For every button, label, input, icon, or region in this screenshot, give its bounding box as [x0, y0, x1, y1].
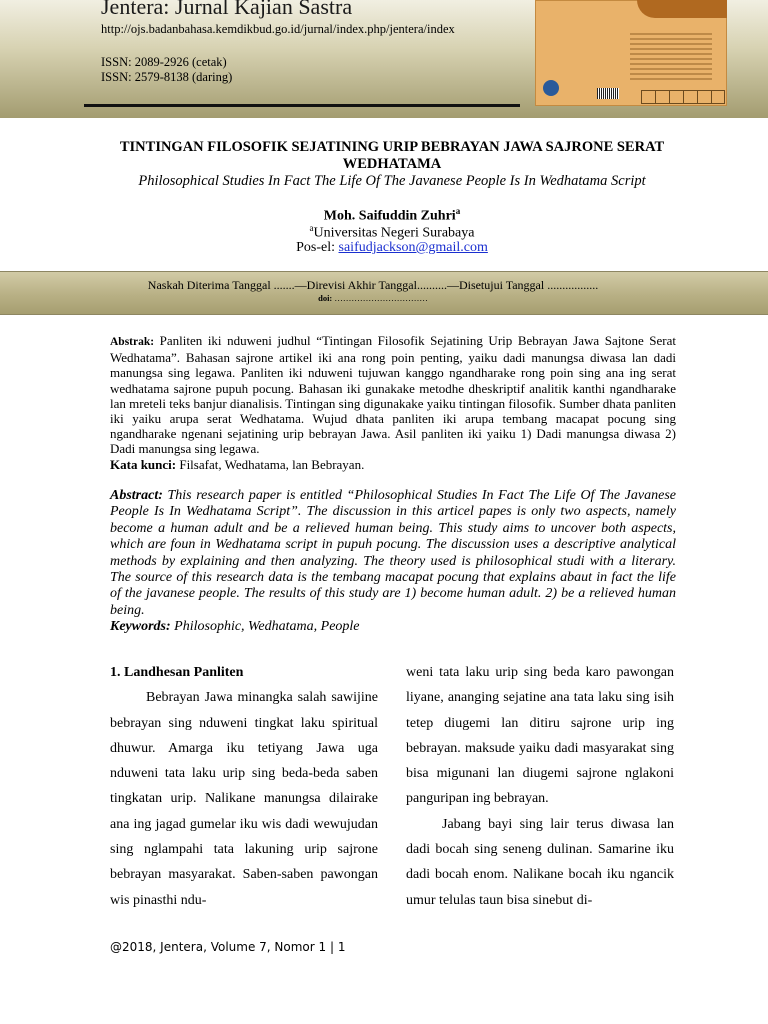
cover-banner	[637, 0, 727, 18]
header-divider	[84, 104, 520, 107]
abstract-label: Abstrak:	[110, 336, 155, 348]
submission-dates: Naskah Diterima Tanggal .......—Direvisi Akhir Tanggal..........—Disetujui Tanggal .................	[147, 278, 599, 292]
cover-barcode-icon	[597, 88, 619, 99]
keywords-text: Filsafat, Wedhatama, lan Bebrayan.	[176, 456, 365, 472]
body-paragraph: Bebrayan Jawa minangka salah sawijine bebrayan sing nduweni tingkat laku spiritual dhuwur. Amarga iku tetiyang Jawa uga nduweni tata laku urip sing beda-beda saben tingkatan urip. Nalikane manungsa dilairake ana ing jagad gumelar iku wis dadi wewujudan sing nglampahi tata lakuning urip sajrone bebrayan masyarakat. Saben-saben pawongan wis pinasthi ndu-	[110, 690, 378, 908]
keywords-label: Kata kunci:	[110, 456, 177, 472]
journal-header	[0, 0, 768, 118]
keywords-label-english: Keywords:	[110, 619, 171, 635]
journal-title: Jentera: Jurnal Kajian Sastra	[101, 0, 353, 19]
abstract-text: Panliten iki nduweni judhul “Tintingan Filosofik Sejatining Urip Bebrayan Jawa Sajtone Serat Wedhatama”. Bahasan sajrone artikel iki ana rong poin penting, yaiku dadi manungsa diwasa lan dadi manungsa sing legawa. Panliten iki nduweni tujuwan kanggo ngandharake rong poin sing ana ing serat wedhatama sajrone pupuh pocung. Bahasan iki gunakake metodhe dheskriptif analitik kanthi ngandharake lan mreteli teks banjur dianalisis. Tintingan sing digunakake yaiku tintingan filosofik. Sumber dhata panliten iki yaiku arupa serat Wedhatama. Wujud dhata panliten iki arupa tembang macapat pocung sing ngandharake ngenani sejatining urip bebrayan Jawa. Asil panliten iki yaiku 1) Dadi manungsa diwasa 2) Dadi manungsa sing legawa.	[110, 333, 676, 457]
body-paragraph: Jabang bayi sing lair terus diwasa lan dadi bocah sing seneng dulinan. Samarine iku dadi bocah enom. Nalikane bocah iku ngancik umur telulas taun bisa sinebut di-	[406, 816, 674, 908]
journal-cover-image	[535, 0, 727, 106]
doi-line: doi: ……………………………	[318, 293, 428, 303]
journal-url[interactable]: http://ojs.badanbahasa.kemdikbud.go.id/jurnal/index.php/jentera/index	[101, 22, 455, 36]
body-paragraph: weni tata laku urip sing beda karo pawongan liyane, ananging sejatine ana tata laku sing isih tetep diugemi lan ditiru sajrone urip ing bebrayan. maksude yaiku dadi masyarakat sing bisa migunani lan diugemi sajrone nglakoni panguripan ing bebrayan.	[406, 665, 674, 807]
abstract-javanese	[110, 333, 676, 472]
abstract-english	[110, 488, 676, 636]
cover-logo-icon	[543, 80, 559, 96]
keywords-text-english: Philosophic, Wedhatama, People	[170, 619, 360, 635]
issn-print: ISSN: 2089-2926 (cetak)	[101, 55, 227, 69]
article-title-english: Philosophical Studies In Fact The Life Of The Javanese People Is In Wedhatama Script	[138, 173, 646, 189]
abstract-text-english: This research paper is entitled “Philosophical Studies In Fact The Life Of The Javanese People Is In Wedhatama Script”. The discussion in this articel papes is only two aspects, namely become a human adult and be a relieved human being. This study aims to uncover both aspects, which are foun in Wedhatama script in pupuh pocung. The discussion uses a descriptive analytical methods by explaining and then analyzing. The theory used is philosophical studi with a literary. The source of this research data is the tembang macapat pocung that explains abaut in fact the life of the javanese people. The results of this study are 1) become human adult. 2) be a relieved human being.	[110, 488, 676, 618]
page-footer: @2018, Jentera, Volume 7, Nomor 1 | 1	[110, 940, 346, 954]
abstract-label-english: Abstract:	[110, 488, 163, 503]
article-title: TINTINGAN FILOSOFIK SEJATINING URIP BEBRAYAN JAWA SAJRONE SERAT WEDHATAMA	[119, 139, 665, 172]
body-column-left	[110, 660, 378, 913]
section-heading: 1. Landhesan Panliten	[110, 665, 244, 680]
author-affiliation: $^a$Universitas Negeri Surabaya	[309, 223, 475, 241]
body-column-right	[406, 660, 674, 913]
author-name: Moh. Saifuddin Zuhri$^a$	[323, 206, 461, 224]
submission-dates-band	[0, 271, 768, 315]
author-email-line: Pos-el: saifudjackson@gmail.com	[296, 240, 488, 255]
cover-text-lines	[630, 30, 712, 83]
issn-online: ISSN: 2579-8138 (daring)	[101, 70, 233, 84]
author-email-link[interactable]: saifudjackson@gmail.com	[338, 240, 488, 255]
cover-table	[641, 90, 725, 104]
